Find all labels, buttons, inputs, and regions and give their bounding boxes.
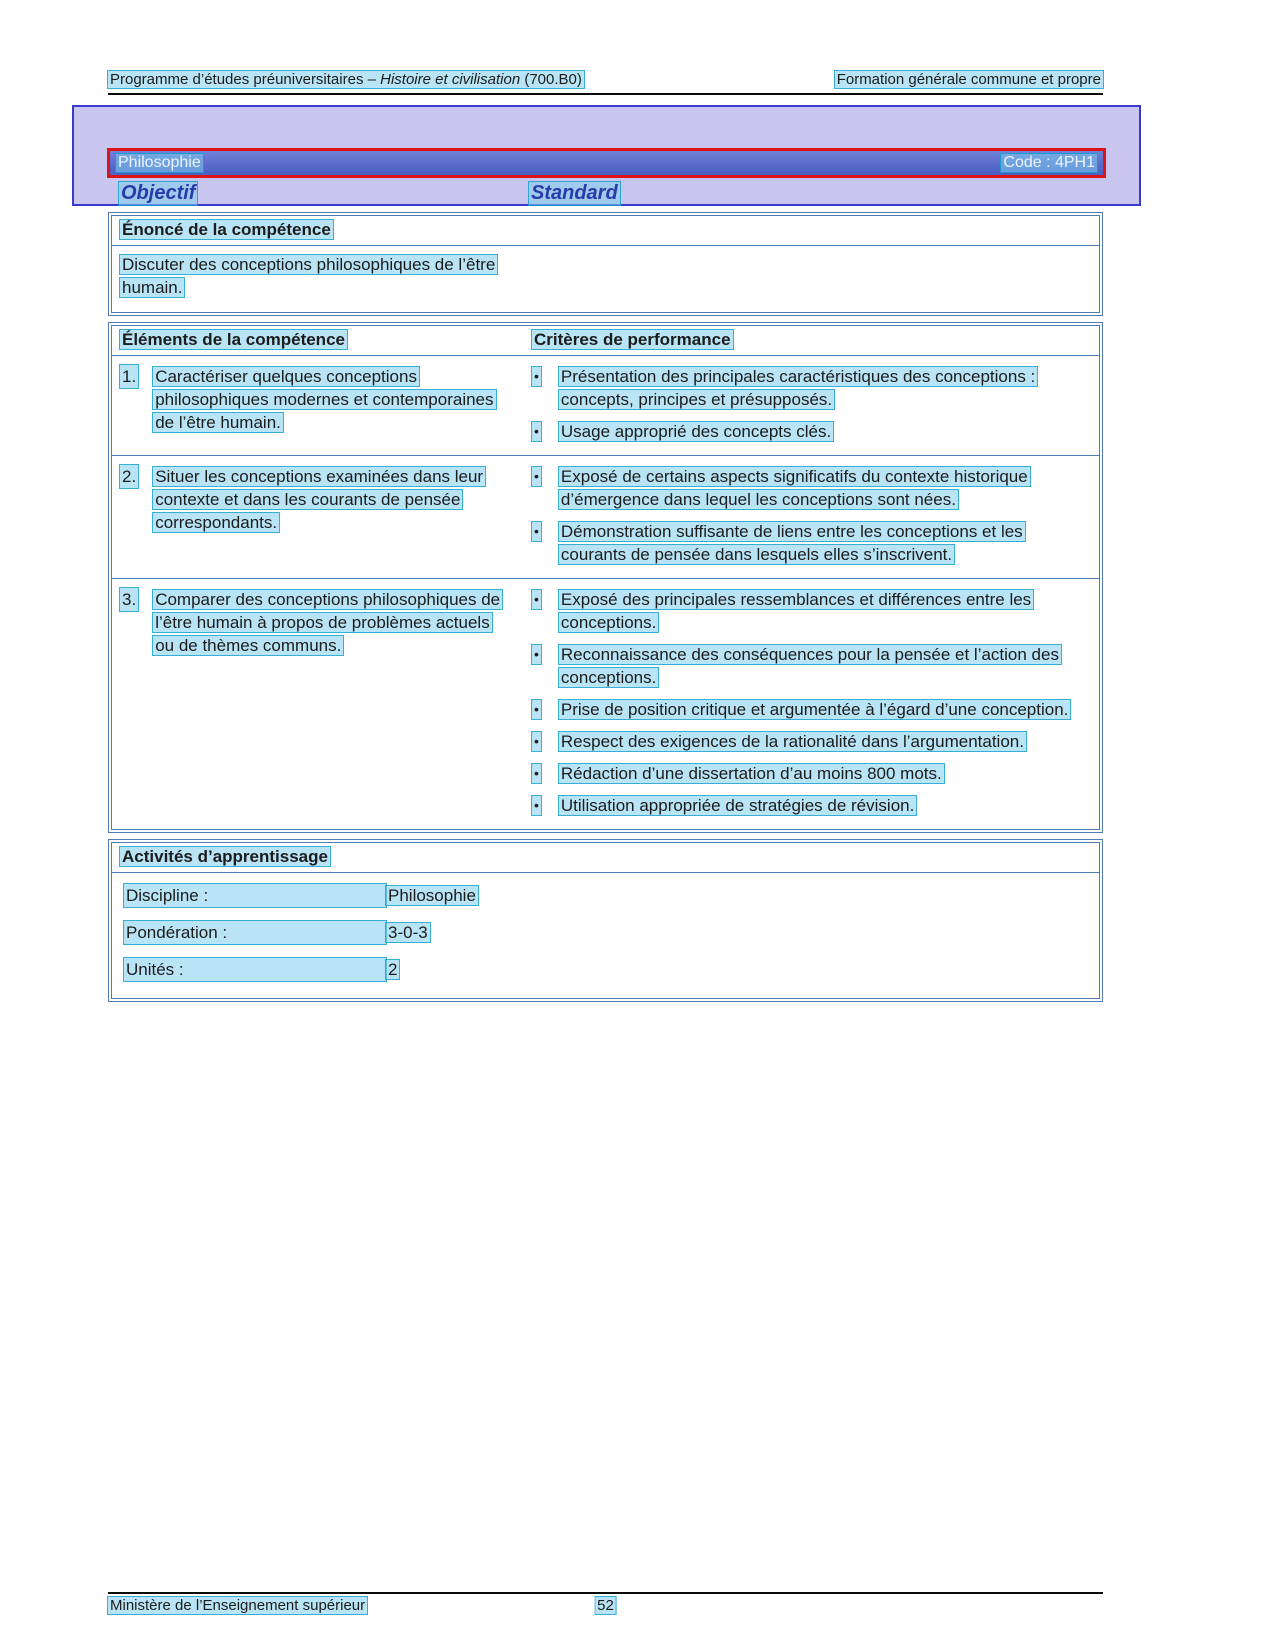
criterion-text: Exposé des principales ressemblances et différences entre les conceptions. bbox=[560, 590, 1032, 632]
bullet-icon: • bbox=[534, 368, 539, 384]
header-program-title bbox=[108, 71, 584, 88]
criterion-text: Reconnaissance des conséquences pour la pensée et l’action des conceptions. bbox=[560, 645, 1059, 687]
competence-table-frame bbox=[111, 325, 1100, 830]
enonce-table-frame bbox=[111, 215, 1100, 313]
standard-label: Standard bbox=[531, 182, 618, 204]
criterion-text: Prise de position critique et argumentée à l’égard d’une conception. bbox=[560, 700, 1069, 719]
criterion-text: Exposé de certains aspects significatifs du contexte historique d’émergence dans lequel les conceptions sont nées. bbox=[560, 467, 1028, 509]
criterion-item bbox=[532, 730, 1091, 753]
activity-value: 3-0-3 bbox=[388, 923, 428, 942]
element-text: Situer les conceptions examinées dans leur contexte et dans les courants de pensée correspondants. bbox=[155, 467, 484, 532]
enonce-header: Énoncé de la compétence bbox=[122, 220, 331, 239]
activities-table bbox=[108, 839, 1103, 1002]
footer-page-number: 52 bbox=[597, 1597, 614, 1614]
bullet-icon: • bbox=[534, 733, 539, 749]
criterion-text: Présentation des principales caractéristiques des conceptions : concepts, principes et présupposés. bbox=[560, 367, 1036, 409]
header-program-italic: Histoire et civilisation bbox=[380, 71, 521, 88]
page-header bbox=[108, 0, 1103, 95]
enonce-header-row bbox=[112, 216, 1099, 246]
activity-row bbox=[124, 884, 1087, 907]
competence-row bbox=[112, 356, 1099, 456]
criterion-text: Respect des exigences de la rationalité dans l’argumentation. bbox=[560, 732, 1024, 751]
element-text-wrap bbox=[153, 588, 501, 657]
enonce-text-wrap bbox=[120, 253, 530, 299]
criterion-item bbox=[532, 465, 1091, 511]
bullet-icon: • bbox=[534, 765, 539, 781]
enonce-body bbox=[112, 246, 1099, 312]
page-footer bbox=[108, 1592, 1103, 1614]
activities-table-frame bbox=[111, 842, 1100, 999]
elements-header: Éléments de la compétence bbox=[122, 330, 345, 349]
bullet-icon: • bbox=[534, 591, 539, 607]
criterion-text: Usage approprié des concepts clés. bbox=[560, 422, 832, 441]
criteres-header: Critères de performance bbox=[534, 330, 731, 349]
course-bar-red-outline bbox=[107, 148, 1106, 178]
activity-label: Discipline : bbox=[124, 884, 386, 907]
activity-row bbox=[124, 958, 1087, 981]
bullet-icon: • bbox=[534, 523, 539, 539]
criterion-item bbox=[532, 520, 1091, 566]
bullet-icon: • bbox=[534, 423, 539, 439]
criteria-cell bbox=[532, 465, 1099, 566]
activities-header: Activités d’apprentissage bbox=[122, 847, 328, 866]
element-number: 1. bbox=[122, 367, 137, 386]
footer-ministry: Ministère de l’Enseignement supérieur bbox=[110, 1597, 366, 1614]
activity-label: Pondération : bbox=[124, 921, 386, 944]
course-title-bar bbox=[110, 151, 1103, 175]
criterion-item bbox=[532, 365, 1091, 411]
objectif-label: Objectif bbox=[121, 182, 196, 204]
criterion-text: Rédaction d’une dissertation d’au moins 800 mots. bbox=[560, 764, 942, 783]
header-program-prefix: Programme d’études préuniversitaires – bbox=[110, 71, 381, 88]
bullet-icon: • bbox=[534, 468, 539, 484]
page-content bbox=[108, 0, 1103, 1002]
elements-header-cell bbox=[112, 330, 532, 350]
element-text-wrap bbox=[153, 365, 501, 434]
enonce-table bbox=[108, 212, 1103, 316]
header-formation-label bbox=[835, 71, 1103, 88]
header-program-suffix: (700.B0) bbox=[520, 71, 582, 88]
element-text: Caractériser quelques conceptions philosophiques modernes et contemporaines de l’être humain. bbox=[155, 367, 494, 432]
criterion-item bbox=[532, 762, 1091, 785]
header-program-title-text bbox=[108, 71, 584, 88]
element-number: 2. bbox=[122, 467, 137, 486]
criterion-text: Démonstration suffisante de liens entre les conceptions et les courants de pensée dans lesquels elles s’inscrivent. bbox=[560, 522, 1023, 564]
activity-label: Unités : bbox=[124, 958, 386, 981]
competence-table bbox=[108, 322, 1103, 833]
criterion-text: Utilisation appropriée de stratégies de révision. bbox=[560, 796, 915, 815]
bullet-icon: • bbox=[534, 646, 539, 662]
enonce-text: Discuter des conceptions philosophiques de l’être humain. bbox=[122, 255, 496, 297]
annotation-highlight-box bbox=[72, 105, 1141, 206]
element-cell bbox=[112, 588, 532, 817]
criterion-item bbox=[532, 420, 1091, 443]
criterion-item bbox=[532, 698, 1091, 721]
element-text-wrap bbox=[153, 465, 501, 534]
activities-body bbox=[112, 873, 1099, 998]
criteria-cell bbox=[532, 365, 1099, 443]
activity-value: Philosophie bbox=[388, 886, 476, 905]
criteres-header-cell bbox=[532, 330, 1099, 350]
criterion-item bbox=[532, 643, 1091, 689]
element-cell bbox=[112, 465, 532, 566]
criterion-item bbox=[532, 588, 1091, 634]
criterion-item bbox=[532, 794, 1091, 817]
activity-row bbox=[124, 921, 1087, 944]
bullet-icon: • bbox=[534, 701, 539, 717]
objectif-standard-row bbox=[74, 182, 1139, 206]
competence-row bbox=[112, 456, 1099, 579]
criteria-cell bbox=[532, 588, 1099, 817]
course-code: Code : 4PH1 bbox=[1003, 154, 1095, 171]
competence-header-row bbox=[112, 326, 1099, 356]
bullet-icon: • bbox=[534, 797, 539, 813]
element-number: 3. bbox=[122, 590, 137, 609]
element-text: Comparer des conceptions philosophiques de l’être humain à propos de problèmes actuels ou de thèmes communs. bbox=[155, 590, 501, 655]
activities-header-row bbox=[112, 843, 1099, 873]
activity-value: 2 bbox=[388, 960, 398, 979]
competence-row bbox=[112, 579, 1099, 829]
element-cell bbox=[112, 365, 532, 443]
course-title: Philosophie bbox=[118, 154, 201, 171]
header-formation-text: Formation générale commune et propre bbox=[836, 71, 1101, 88]
